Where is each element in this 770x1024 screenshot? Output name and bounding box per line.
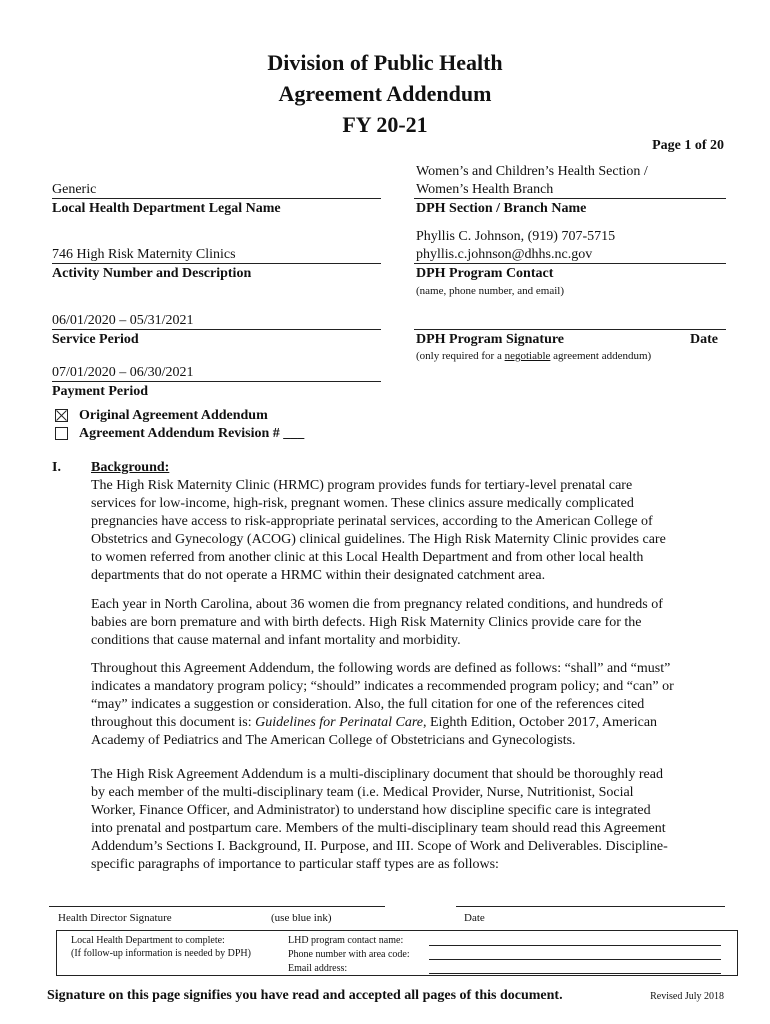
lhd-contact-name-field[interactable] [429,945,721,946]
signature-note: (only required for a negotiable agreement addendum) [416,350,652,362]
activity-value: 746 High Risk Maternity Clinics [52,247,236,262]
revised-date: Revised July 2018 [650,991,724,1002]
payment-period-value: 07/01/2020 – 06/30/2021 [52,365,194,380]
contact-rule [414,263,726,264]
lhd-email-field[interactable] [429,973,721,974]
paragraph-line: pregnancies have access to risk-appropriate perinatal services, according to the American College of [91,514,653,529]
document-title-line2: Agreement Addendum [278,81,492,106]
lhd-complete-line2: (If follow-up information is needed by DPH) [71,948,251,959]
paragraph-line: conditions that cause maternal and infant mortality and morbidity. [91,633,461,648]
signature-label: DPH Program Signature [416,332,565,347]
section-rule [414,198,726,199]
paragraph-line: indicates a mandatory program policy; “should” indicates a recommended program policy; and “can” or [91,679,674,694]
paragraph-line: services for low-income, high-risk, pregnant women. These clinics assure medically complicated [91,496,634,511]
paragraph-line: Worker, Finance Officer, and Administrator) to understand how discipline specific care is integrated [91,803,651,818]
paragraph-line: Academy of Pediatrics and The American College of Obstetricians and Gynecologists. [91,733,576,748]
lhd-contact-name-label: LHD program contact name: [288,935,404,946]
health-director-label: Health Director Signature [58,912,172,924]
service-period-rule [52,329,381,330]
original-agreement-checkbox[interactable] [55,409,68,422]
health-director-signature-line[interactable] [49,906,385,907]
contact-value-line2: phyllis.c.johnson@dhhs.nc.gov [416,247,593,262]
document-title-line1: Division of Public Health [267,50,503,75]
blue-ink-note: (use blue ink) [271,912,332,924]
paragraph-2 [91,596,721,650]
original-agreement-label: Original Agreement Addendum [79,408,268,423]
revision-agreement-checkbox[interactable] [55,427,68,440]
page-indicator: Page 1 of 20 [652,138,724,153]
lhd-name-label: Local Health Department Legal Name [52,201,281,216]
contact-label: DPH Program Contact [416,266,554,281]
paragraph-line: Each year in North Carolina, about 36 women die from pregnancy related conditions, and hundreds of [91,597,663,612]
paragraph-line: babies are born premature and with birth defects. High Risk Maternity Clinics provide care for the [91,615,642,630]
acceptance-statement: Signature on this page signifies you have read and accepted all pages of this document. [47,988,563,1003]
paragraph-line: Obstetrics and Gynecology (ACOG) clinical guidelines. The High Risk Maternity Clinic provides care [91,532,666,547]
service-period-value: 06/01/2020 – 05/31/2021 [52,313,194,328]
lhd-name-rule [52,198,381,199]
footer-date-label: Date [464,912,485,924]
contact-value-line1: Phyllis C. Johnson, (919) 707-5715 [416,229,616,244]
paragraph-line: The High Risk Agreement Addendum is a multi-disciplinary document that should be thoroughly read [91,767,663,782]
paragraph-line: to women referred from another clinic at this Local Health Department and from other local health [91,550,644,565]
paragraph-line: into prenatal and postpartum care. Members of the multi-disciplinary team should read this Agreement [91,821,666,836]
revision-agreement-label: Agreement Addendum Revision # ___ [79,426,305,441]
paragraph-line: Throughout this Agreement Addendum, the following words are defined as follows: “shall” and “must” [91,661,671,676]
signature-date-label: Date [690,332,718,347]
section-value-line2: Women’s Health Branch [416,182,554,197]
contact-note: (name, phone number, and email) [416,285,565,297]
paragraph-line: specific paragraphs of importance to particular staff types are as follows: [91,857,499,872]
checkbox-x-mark-icon [56,410,67,421]
paragraph-line: The High Risk Maternity Clinic (HRMC) program provides funds for tertiary-level prenatal care [91,478,633,493]
activity-rule [52,263,381,264]
section-heading: Background: [91,460,170,475]
paragraph-1 [91,477,721,585]
paragraph-line: “may” indicates a suggestion or consideration. Also, the full citation for one of the references cited [91,697,645,712]
lhd-name-value: Generic [52,182,97,197]
lhd-phone-field[interactable] [429,959,721,960]
section-number: I. [52,460,61,475]
paragraph-line: departments that do not operate a HRMC within their designated catchment area. [91,568,546,583]
paragraph-3 [91,660,721,750]
paragraph-line: by each member of the multi-disciplinary team (i.e. Medical Provider, Nurse, Nutritionist, Social [91,785,634,800]
section-value-line1: Women’s and Children’s Health Section / [416,164,648,179]
footer-date-line[interactable] [456,906,725,907]
activity-label: Activity Number and Description [52,266,252,281]
paragraph-line: Addendum’s Sections I. Background, II. Purpose, and III. Scope of Work and Deliverables. Discipline- [91,839,668,854]
citation-title: Guidelines for Perinatal Care [255,715,423,730]
paragraph-4 [91,766,721,874]
paragraph-line: throughout this document is: Guidelines for Perinatal Care, Eighth Edition, October 2017, American [91,715,658,730]
document-title-line3: FY 20-21 [342,112,428,137]
signature-rule [414,329,726,330]
lhd-email-label: Email address: [288,963,348,974]
service-period-label: Service Period [52,332,139,347]
lhd-complete-line1: Local Health Department to complete: [71,935,225,946]
lhd-phone-label: Phone number with area code: [288,949,410,960]
section-label: DPH Section / Branch Name [416,201,587,216]
payment-period-rule [52,381,381,382]
payment-period-label: Payment Period [52,384,149,399]
lhd-contact-box [56,930,738,976]
